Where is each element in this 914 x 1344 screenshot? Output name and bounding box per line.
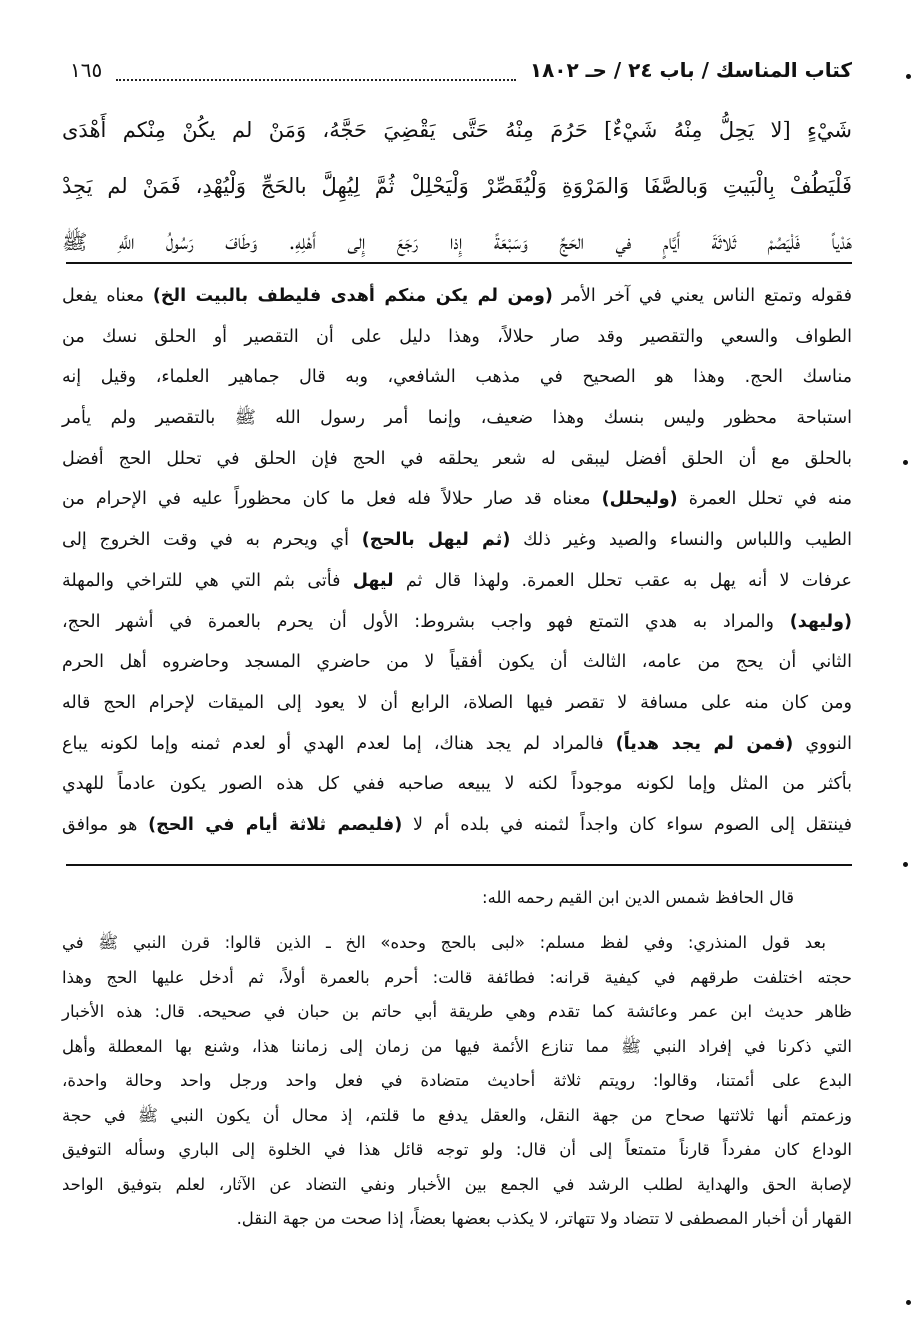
commentary-text	[62, 276, 852, 846]
ibn-qayyim-line: الوداع كان مفرداً قارناً متمتعاً إلى أن قال: ولو توجه قائل هذا في الخلوة إلى الباري وسأله التوفيق	[62, 1140, 852, 1159]
footnote-divider	[66, 864, 852, 866]
quoted-phrase: (فمن لم يجد هدياً)	[615, 733, 794, 754]
ibn-qayyim-line: حجته اختلفت طرقهم في كيفية قرانه: فطائفة قالت: أحرم بالعمرة أولاً، ثم أدخل عليها الحج وهذا	[62, 967, 852, 987]
ibn-qayyim-line: وزعمتم أنها ثلاثتها صحاح من جهة النقل، والعقل يدفع ما قلتم، إذ محال أن يكون النبي ﷺ في حجة	[62, 1105, 852, 1125]
commentary-line: عرفات لا أنه يهل به عقب تحلل العمرة. ولهذا قال ثم ليهل فأتى بثم التي هي للتراخي والمهلة	[62, 570, 852, 591]
running-title: كتاب المناسك / باب ٢٤ / حـ ١٨٠٢	[529, 58, 852, 82]
quoted-phrase: (وليحلل)	[601, 489, 678, 510]
ibn-qayyim-line: التي ذكرنا في إفراد النبي ﷺ مما تنازع الأئمة فيها من زمان إلى زماننا هذا، وشنع بها المعطلة وأهل	[62, 1036, 852, 1056]
quoted-phrase: (ثم ليهل بالحج)	[361, 530, 511, 551]
quoted-phrase: (ومن لم يكن منكم أهدى فليطف بالبيت الخ)	[152, 286, 553, 306]
section-divider	[66, 262, 852, 264]
ibn-qayyim-heading: قال الحافظ شمس الدين ابن القيم رحمه الله:	[482, 888, 794, 907]
commentary-line: بأكثر من المثل وإما لكونه موجوداً لكنه لا يبيعه صاحبه ففي كل هذه الصور يكون عادماً للهدي	[62, 774, 852, 795]
ibn-qayyim-line: بعد قول المنذري: وفي لفظ مسلم: «لبى بالحج وحده» الخ ـ الذين قالوا: قرن النبي ﷺ في	[62, 933, 826, 952]
hadith-line: شَيْءٍ [لا يَحِلُّ مِنْهُ شَيْءٌ] حَرُمَ مِنْهُ حَتَّى يَقْضِيَ حَجَّهُ، وَمَنْ لم يكُنْ مِنْكم أَهْدَى	[62, 118, 853, 142]
hadith-line: هَدْياً فَلْيَصُمْ ثَلاثَةَ أَيَّامٍ في الحَجِّ وَسَبْعَةً إِذا رَجَعَ إِلى أَهْلِهِ. وَطَافَ رَسُولُ اللَّهِ ﷺ	[62, 230, 852, 254]
quoted-phrase: (وليهد)	[789, 611, 852, 632]
commentary-line: الطيب واللباس والنساء والصيد وغير ذلك (ثم ليهل بالحج) أي ويحرم به في وقت الخروج إلى	[62, 530, 852, 551]
ibn-qayyim-text	[62, 926, 852, 1237]
commentary-line: (وليهد) والمراد به هدي التمتع فهو واجب بشروط: الأول أن يحرم بالعمرة في أشهر الحج،	[62, 611, 852, 632]
header-leader-dots	[116, 69, 516, 81]
commentary-line: فينتقل إلى الصوم سواء كان واجداً لثمنه في بلده أم لا (فليصم ثلاثة أيام في الحج) هو موافق	[62, 814, 852, 835]
ibn-qayyim-line: ظاهر حديث ابن عمر وعائشة كما تقدم وهي طريقة أبي حاتم بن حبان في صحيحه. قال: هذه الأخبار	[62, 1002, 852, 1021]
commentary-line: الطواف والسعي والتقصير وقد صار حلالاً، وهذا دليل على أن التقصير أو الحلق نسك من	[62, 326, 852, 347]
ibn-qayyim-line: لإصابة الحق والهداية لطلب الرشد في الجمع بين الأخبار ونفي التضاد عن الآثار، لعلم بتوفيق الواحد	[62, 1174, 852, 1194]
hadith-line: فَلْيَطُفْ بِالْبَيتِ وَبالصَّفَا وَالمَرْوَةِ وَلْيُقَصِّرْ وَلْيَحْلِلْ ثُمَّ لِيُهِلَّ بالحَجِّ وَلْيُهْدِ، فَمَنْ لم يَجِدْ	[62, 174, 852, 198]
scan-mark	[906, 74, 911, 79]
page-number: ١٦٥	[70, 58, 103, 82]
scan-mark	[903, 460, 908, 465]
quoted-phrase: ليهل	[352, 570, 394, 591]
quoted-phrase: (فليصم ثلاثة أيام في الحج)	[148, 814, 403, 835]
commentary-line: النووي (فمن لم يجد هدياً) فالمراد لم يجد هناك، إما لعدم الهدي أو لعدم ثمنه وإما لكونه يباع	[62, 733, 852, 754]
ibn-qayyim-line: البدع على أئمتنا، وقالوا: رويتم ثلاثة أحاديث متضادة في فعل واحد ورجل واحد وحالة واحدة،	[62, 1071, 852, 1090]
hadith-text	[62, 102, 852, 270]
commentary-line: بالحلق مع أن الحلق أفضل ليبقى له شعر يحلقه في الحج فإن الحلق في تحلل الحج أفضل	[62, 448, 852, 469]
scan-mark	[906, 1300, 911, 1305]
commentary-line: منه في تحلل العمرة (وليحلل) معناه قد صار حلالاً فله فعل ما كان محظوراً عليه في الإحرام من	[62, 489, 852, 510]
scan-mark	[903, 862, 908, 867]
commentary-line: ومن كان منه على مسافة لا تقصر فيها الصلاة، الرابع أن لا يعود إلى الميقات لإحرام الحج قاله	[62, 692, 852, 713]
page-header	[70, 50, 852, 90]
commentary-line: استباحة محظور وليس بنسك وهذا ضعيف، وإنما أمر رسول الله ﷺ بالتقصير ولم يأمر	[62, 408, 852, 429]
commentary-line: مناسك الحج. وهذا هو الصحيح في مذهب الشافعي، وبه قال جماهير العلماء، وقيل إنه	[62, 367, 852, 388]
commentary-line: فقوله وتمتع الناس يعني في آخر الأمر (ومن لم يكن منكم أهدى فليطف بالبيت الخ) معناه يفعل	[62, 286, 852, 306]
commentary-line: الثاني أن يحج من عامه، الثالث أن يكون أفقياً لا من حاضري المسجد وحاضروه أهل الحرم	[62, 652, 852, 673]
ibn-qayyim-line: القهار أن أخبار المصطفى لا تتضاد ولا تتهاتر، لا يكذب بعضها بعضاً، إذا صحت من جهة النقل.	[236, 1209, 852, 1228]
